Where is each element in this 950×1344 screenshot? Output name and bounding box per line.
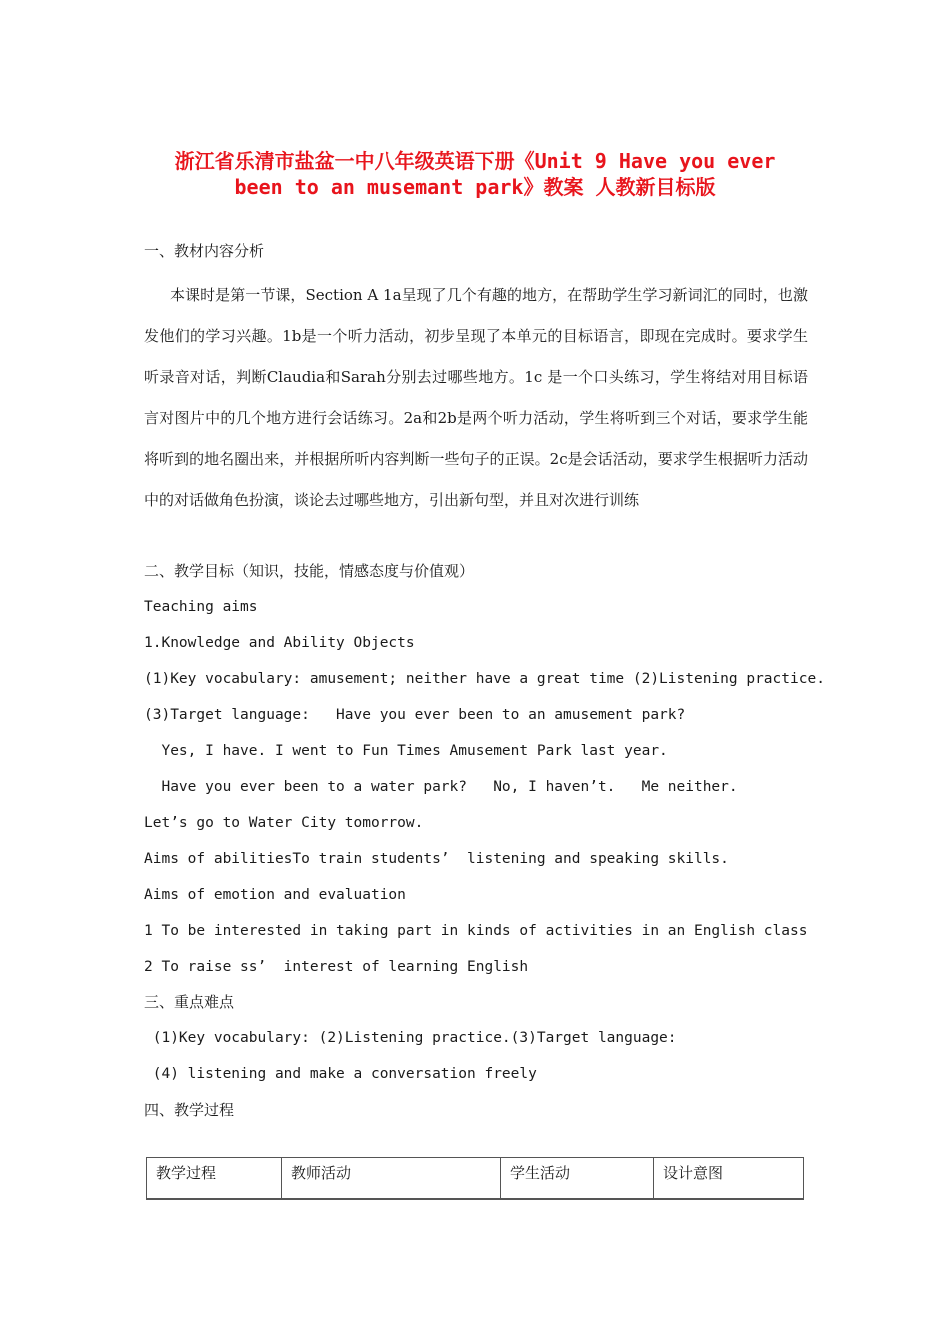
text-line: Aims of emotion and evaluation bbox=[144, 887, 406, 903]
text-line: (1)Key vocabulary: (2)Listening practice.(3)Target language: bbox=[144, 1030, 677, 1046]
section-1-paragraph: 本课时是第一节课，Section A 1a呈现了几个有趣的地方，在帮助学生学习新词汇的同时，也激发他们的学习兴趣。1b是一个听力活动，初步呈现了本单元的目标语言，即现在完成时。要求学生听录音对话，判断Claudia和Sarah分别去过哪些地方。1c 是一个口头练习，学生将结对用目标语言对图片中的几个地方进行会话练习。2a和2b是两个听力活动，学生将听到三个对话，要求学生能将听到的地名圈出来，并根据所听内容判断一些句子的正误。2c是会话活动，要求学生根据听力活动中的对话做角色扮演，谈论去过哪些地方，引出新句型，并且对次进行训练 bbox=[144, 286, 808, 509]
text-line: Let’s go to Water City tomorrow. bbox=[144, 815, 424, 831]
text-line: Yes, I have. I went to Fun Times Amusement Park last year. bbox=[144, 743, 668, 759]
section-3-heading: 三、重点难点 bbox=[144, 993, 235, 1011]
text-line: Teaching aims bbox=[144, 599, 258, 615]
text-line: (3)Target language: Have you ever been to an amusement park? bbox=[144, 707, 686, 723]
text-line: Have you ever been to a water park? No, I haven’t. Me neither. bbox=[144, 779, 738, 795]
table-header-cell: 教师活动 bbox=[282, 1158, 501, 1200]
title-line-2: been to an musemant park》教案 人教新目标版 bbox=[234, 175, 716, 199]
section-2-heading: 二、教学目标（知识，技能，情感态度与价值观） bbox=[144, 562, 475, 580]
text-line: Aims of abilitiesTo train students’ listening and speaking skills. bbox=[144, 851, 729, 867]
text-line: 1.Knowledge and Ability Objects bbox=[144, 635, 415, 651]
title-line-1: 浙江省乐清市盐盆一中八年级英语下册《Unit 9 Have you ever bbox=[174, 149, 776, 173]
table-header-cell: 学生活动 bbox=[501, 1158, 654, 1200]
table-header-cell: 教学过程 bbox=[147, 1158, 282, 1200]
section-4-heading: 四、教学过程 bbox=[144, 1101, 235, 1119]
document-title bbox=[120, 148, 830, 200]
table-header-row bbox=[147, 1158, 804, 1200]
text-line: 1 To be interested in taking part in kinds of activities in an English class bbox=[144, 923, 808, 939]
text-line: (4) listening and make a conversation freely bbox=[144, 1066, 537, 1082]
table-header-cell: 设计意图 bbox=[654, 1158, 804, 1200]
text-line: 2 To raise ss’ interest of learning English bbox=[144, 959, 529, 975]
text-line: (1)Key vocabulary: amusement; neither have a great time (2)Listening practice. bbox=[144, 671, 825, 687]
section-1-heading: 一、教材内容分析 bbox=[144, 242, 265, 260]
teaching-process-table bbox=[146, 1157, 804, 1200]
